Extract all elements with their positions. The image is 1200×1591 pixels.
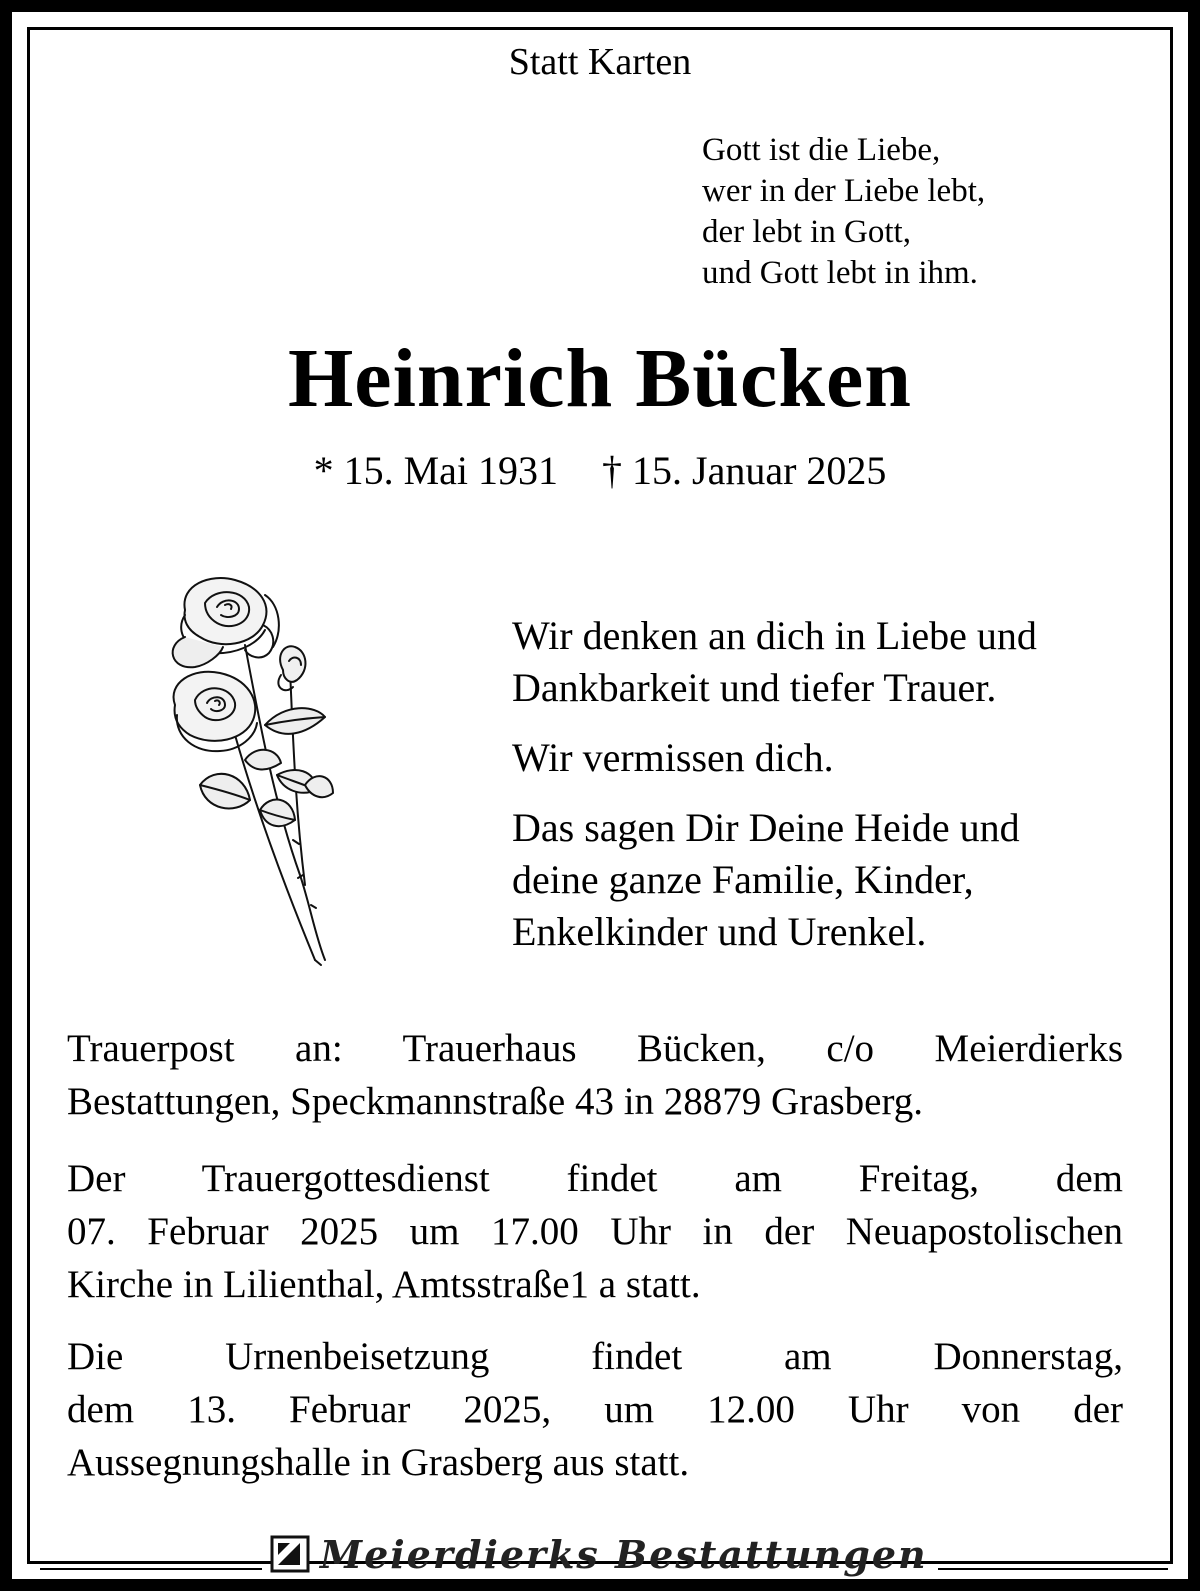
info-line: Trauerpost an: Trauerhaus Bücken, c/o Meierdierks: [67, 1027, 1123, 1070]
verse-line: wer in der Liebe lebt,: [702, 173, 986, 209]
message-line: Enkelkinder und Urenkel.: [512, 909, 927, 954]
verse-line: der lebt in Gott,: [702, 214, 911, 250]
company-name: Meierdierks Bestattungen: [320, 1531, 928, 1577]
trauerpost-paragraph: [67, 1022, 1123, 1128]
rose-illustration: [165, 575, 375, 975]
message-line: Wir denken an dich in Liebe und: [512, 613, 1037, 658]
info-line: Die Urnenbeisetzung findet am Donnerstag,: [67, 1335, 1123, 1378]
info-line: Bestattungen, Speckmannstraße 43 in 28879 Grasberg.: [67, 1080, 924, 1123]
info-line: dem 13. Februar 2025, um 12.00 Uhr von der: [67, 1388, 1123, 1431]
gottesdienst-paragraph: [67, 1152, 1123, 1311]
bible-verse: [702, 130, 985, 294]
funeral-home-logo: [270, 1530, 932, 1578]
statt-karten-heading: Statt Karten: [508, 41, 692, 83]
deceased-name: Heinrich Bücken: [287, 332, 913, 425]
message-line: Das sagen Dir Deine Heide und: [512, 805, 1020, 850]
info-line: 07. Februar 2025 um 17.00 Uhr in der Neuapostolischen: [67, 1210, 1123, 1253]
life-dates: [0, 447, 1200, 494]
message-line: deine ganze Familie, Kinder,: [512, 857, 974, 902]
footer-rule-left: [40, 1568, 262, 1570]
urnenbeisetzung-paragraph: [67, 1330, 1123, 1489]
birth-date: * 15. Mai 1931: [313, 448, 559, 493]
info-line: Kirche in Lilienthal, Amtsstraße1 a statt.: [67, 1263, 701, 1306]
info-line: Der Trauergottesdienst findet am Freitag, dem: [67, 1157, 1123, 1200]
memorial-message: [512, 592, 1152, 976]
info-line: Aussegnungshalle in Grasberg aus statt.: [67, 1441, 690, 1484]
message-line: Dankbarkeit und tiefer Trauer.: [512, 665, 997, 710]
footer-rule-right: [938, 1568, 1168, 1570]
death-date: † 15. Januar 2025: [602, 448, 887, 493]
verse-line: und Gott lebt in ihm.: [702, 255, 978, 291]
message-line: Wir vermissen dich.: [512, 735, 834, 780]
verse-line: Gott ist die Liebe,: [702, 132, 941, 168]
company-logo-icon: [270, 1535, 310, 1573]
